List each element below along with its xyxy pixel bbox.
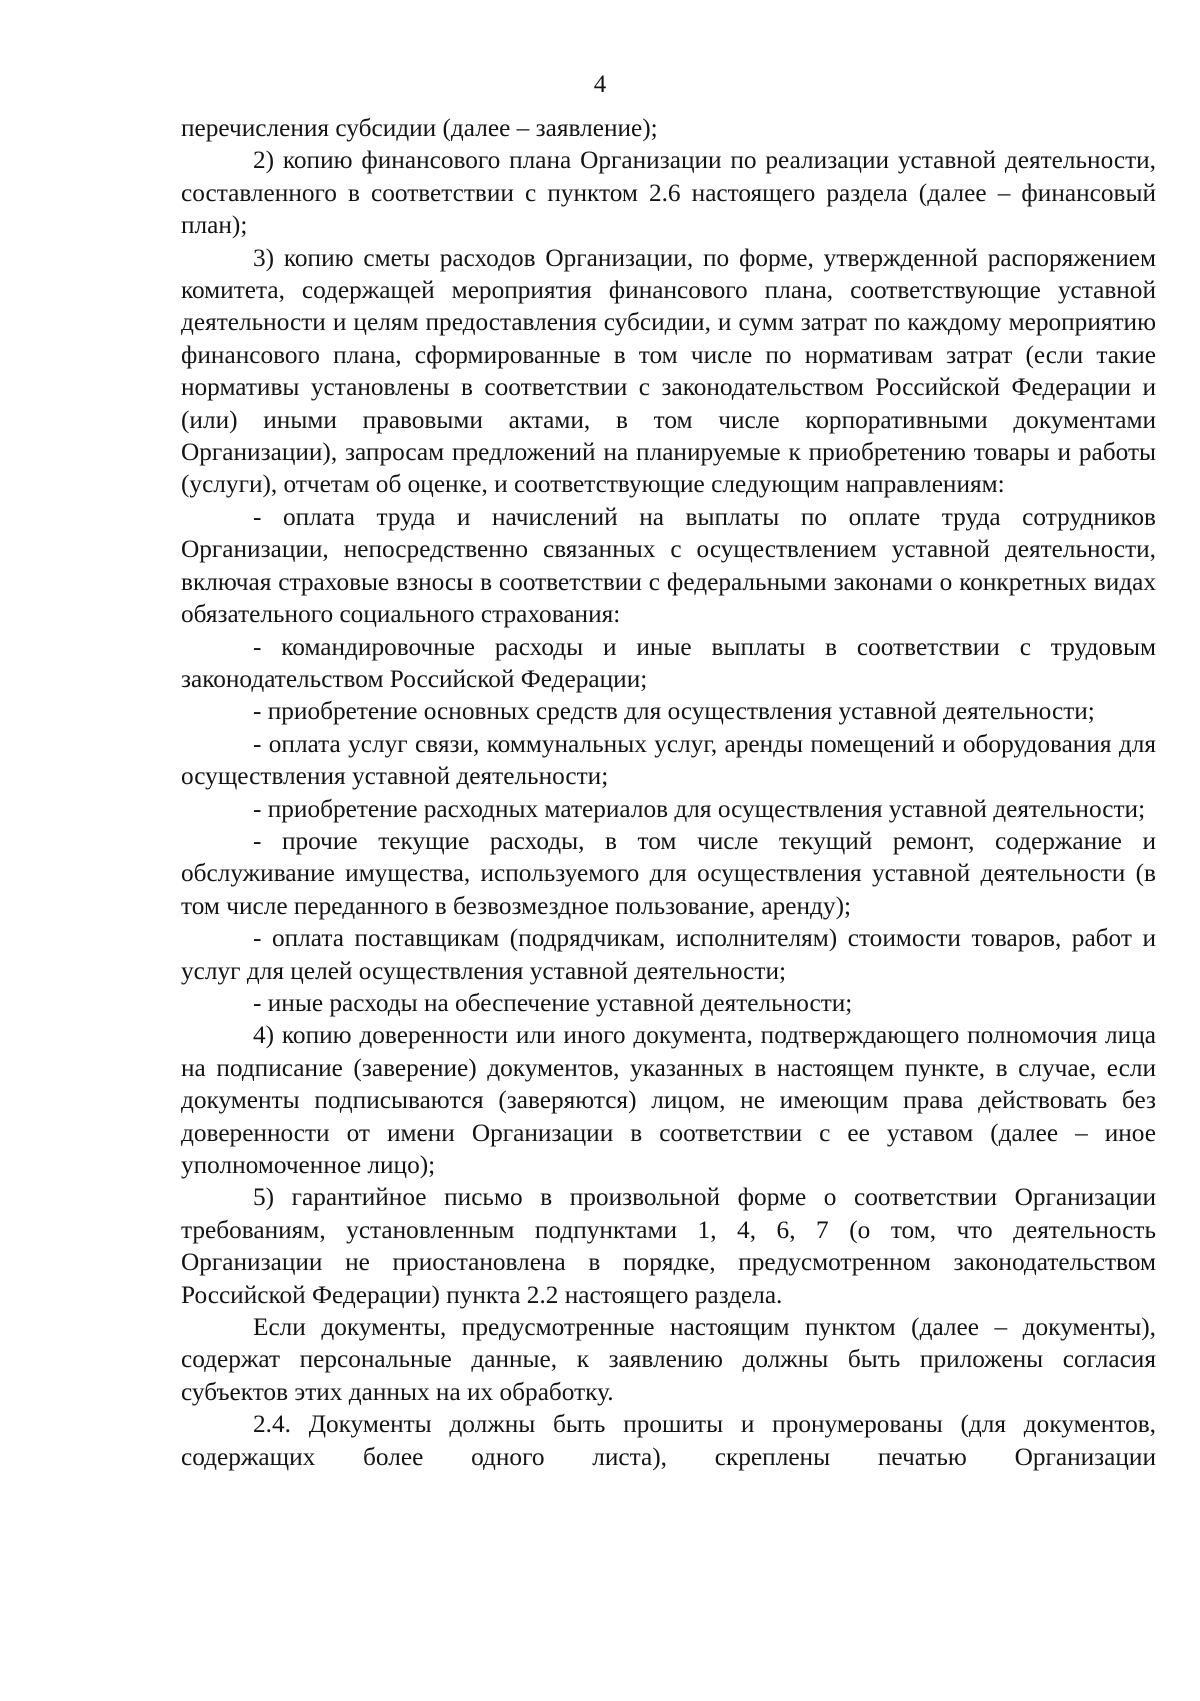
paragraph-bullet-fixed-assets: - приобретение основных средств для осуществления уставной деятельности; (253, 697, 1095, 726)
paragraph-bullet-current-expenses: - прочие текущие расходы, в том числе текущий ремонт, содержание и обслуживание имущества, используемого для осуществления уставной деятельности (в том числе переданного в безвозмездное пользование, аренду); (181, 826, 1156, 920)
paragraph-item-3-cost-estimate: 3) копию сметы расходов Организации, по форме, утвержденной распоряжением комитета, содержащей мероприятия финансового плана, соответствующие уставной деятельности и целям предоставления субсидии, и сумм затрат по каждому мероприятию финансового плана, сформированные в том числе по нормативам затрат (если такие нормативы установлены в соответствии с законодательством Российской Федерации и (или) иными правовыми актами, в том числе корпоративными документами Организации), запросам предложений на планируемые к приобретению товары и работы (услуги), отчетам об оценке, и соответствующие следующим направлениям: (181, 243, 1156, 499)
paragraph-bullet-utilities: - оплата услуг связи, коммунальных услуг, аренды помещений и оборудования для осуществления уставной деятельности; (181, 729, 1156, 791)
paragraph-personal-data-consent: Если документы, предусмотренные настоящим пунктом (далее – документы), содержат персональные данные, к заявлению должны быть приложены согласия субъектов этих данных на их обработку. (181, 1313, 1156, 1406)
paragraph-item-2-financial-plan: 2) копию финансового плана Организации по реализации уставной деятельности, составленного в соответствии с пунктом 2.6 настоящего раздела (далее – финансовый план); (181, 146, 1156, 240)
document-body (181, 112, 1156, 1473)
paragraph-bullet-travel-expenses: - командировочные расходы и иные выплаты в соответствии с трудовым законодательством Российской Федерации; (181, 632, 1156, 693)
page-number: 4 (593, 71, 607, 98)
paragraph-item-5-guarantee-letter: 5) гарантийное письмо в произвольной форме о соответствии Организации требованиям, установленным подпунктами 1, 4, 6, 7 (о том, что деятельность Организации не приостановлена в порядке, предусмотренном законодательством Российской Федерации) пункта 2.2 настоящего раздела. (181, 1183, 1156, 1309)
paragraph-bullet-supplier-payments: - оплата поставщикам (подрядчикам, исполнителям) стоимости товаров, работ и услуг для целей осуществления уставной деятельности; (181, 924, 1156, 985)
paragraph-bullet-consumables: - приобретение расходных материалов для осуществления уставной деятельности; (253, 794, 1146, 823)
paragraph-item-4-power-of-attorney: 4) копию доверенности или иного документа, подтверждающего полномочия лица на подписание (заверение) документов, указанных в настоящем пункте, в случае, если документы подписываются (заверяются) лицом, не имеющим права действовать без доверенности от имени Организации в соответствии с ее уставом (далее – иное уполномоченное лицо); (181, 1021, 1156, 1179)
paragraph-bullet-other-expenses: - иные расходы на обеспечение уставной деятельности; (253, 988, 853, 1017)
paragraph-application-continuation: перечисления субсидии (далее – заявление); (181, 114, 658, 142)
paragraph-bullet-labor-costs: - оплата труда и начислений на выплаты по оплате труда сотрудников Организации, непосредственно связанных с осуществлением уставной деятельности, включая страховые взносы в соответствии с федеральными законами о конкретных видах обязательного социального страхования: (181, 502, 1156, 629)
paragraph-section-2-4: 2.4. Документы должны быть прошиты и пронумерованы (для документов, содержащих более одного листа), скреплены печатью Организации (181, 1410, 1156, 1471)
